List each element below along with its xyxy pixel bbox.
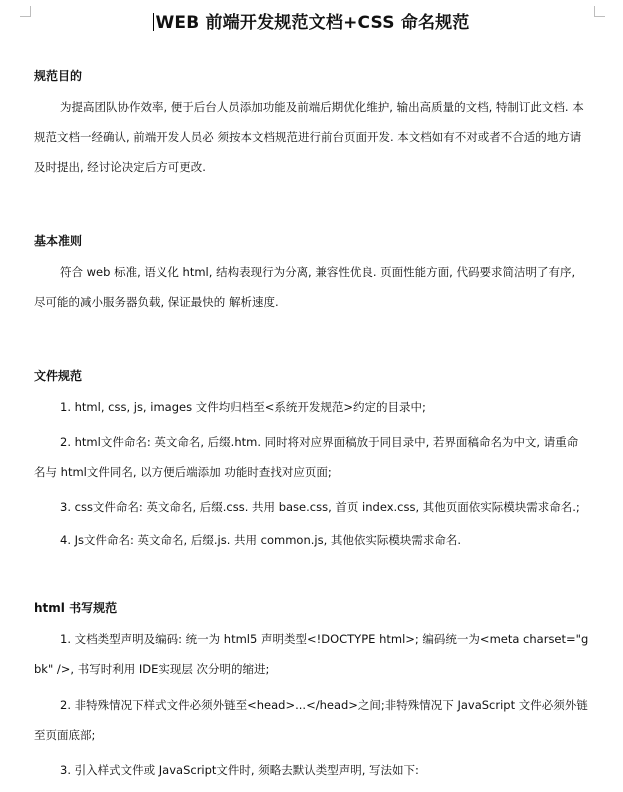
list-item: 3. 引入样式文件或 JavaScript文件时, 须略去默认类型声明, 写法如下: <box>60 763 419 777</box>
section-heading-purpose: 规范目的 <box>34 69 83 83</box>
document-title-container <box>0 8 623 33</box>
list-item: 3. css文件命名: 英文命名, 后缀.css. 共用 base.css, 首页 index.css, 其他页面依实际模块需求命名.; <box>60 500 580 514</box>
list-item: 2. html文件命名: 英文命名, 后缀.htm. 同时将对应界面稿放于同目录中, 若界面稿命名为中文, 请重命名与 html文件同名, 以方便后端添加 功能时查找对应页面; <box>34 435 579 479</box>
section-paragraph-purpose: 为提高团队协作效率, 便于后台人员添加功能及前端后期优化维护, 输出高质量的文档, 特制订此文档. 本规范文档一经确认, 前端开发人员必 须按本文档规范进行前台页面开发. 本文档如有不对或者不合适的地方请及时提出, 经讨论决定后方可更改. <box>34 100 584 174</box>
document-title: WEB 前端开发规范文档+CSS 命名规范 <box>155 13 470 33</box>
list-item: 4. Js文件命名: 英文命名, 后缀.js. 共用 common.js, 其他依实际模块需求命名. <box>60 533 462 547</box>
list-item: 1. html, css, js, images 文件均归档至<系统开发规范>约定的目录中; <box>60 400 426 414</box>
list-item: 2. 非特殊情况下样式文件必须外链至<head>...</head>之间;非特殊情况下 JavaScript 文件必须外链至页面底部; <box>34 698 588 742</box>
section-heading-file-spec: 文件规范 <box>34 369 83 383</box>
section-heading-principles: 基本准则 <box>34 234 83 248</box>
section-paragraph-principles: 符合 web 标准, 语义化 html, 结构表现行为分离, 兼容性优良. 页面性能方面, 代码要求简洁明了有序, 尽可能的减小服务器负载, 保证最快的 解析速度. <box>34 265 576 309</box>
list-item: 1. 文档类型声明及编码: 统一为 html5 声明类型<!DOCTYPE html>; 编码统一为<meta charset="gbk" />, 书写时利用 IDE实现层 次分明的缩进; <box>34 632 589 676</box>
section-heading-html-spec: html 书写规范 <box>34 601 118 615</box>
